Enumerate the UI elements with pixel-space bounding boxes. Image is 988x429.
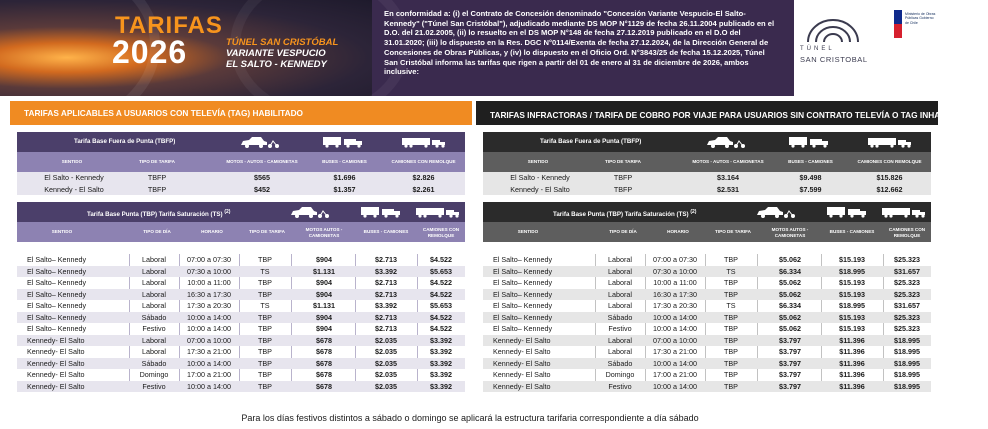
table-cell: Laboral bbox=[142, 255, 166, 264]
table-cell: 17:30 a 21:00 bbox=[187, 347, 231, 356]
table-cell: Kennedy- El Salto bbox=[493, 335, 551, 345]
table-cell: Laboral bbox=[142, 335, 166, 345]
table-cell: $904 bbox=[316, 312, 332, 322]
table-cell: TS bbox=[260, 266, 270, 276]
bus-truck-icon bbox=[826, 205, 868, 219]
table-cell: $3.392 bbox=[375, 301, 397, 310]
table-row: El Salto - Kennedy TBFP $3.164 $9.498 $15.826 bbox=[483, 172, 931, 184]
table-cell: $5.653 bbox=[430, 301, 452, 310]
col-buses: BUSES - CAMIONES bbox=[363, 229, 409, 234]
table-cell: El Salto– Kennedy bbox=[493, 312, 553, 322]
table-cell: $4.522 bbox=[430, 324, 452, 333]
table-cell: TBP bbox=[724, 324, 738, 333]
table-cell: $2.713 bbox=[375, 289, 397, 299]
table-cell: TBP bbox=[258, 381, 272, 391]
table-cell: $678 bbox=[316, 381, 332, 391]
table-cell: Kennedy- El Salto bbox=[27, 335, 85, 345]
table-cell: 10:00 a 11:00 bbox=[187, 278, 231, 287]
table-cell: El Salto– Kennedy bbox=[27, 278, 87, 287]
table-cell: $904 bbox=[316, 255, 332, 264]
table-cell: $3.392 bbox=[430, 381, 452, 391]
table-cell: $6.334 bbox=[779, 301, 801, 310]
peak-title: Tarifa Base Punta (TBP) Tarifa Saturación (TS) bbox=[87, 211, 223, 219]
table-cell: $15.193 bbox=[839, 289, 865, 299]
table-cell: $3.797 bbox=[779, 347, 801, 356]
logo-area bbox=[794, 0, 940, 96]
table-cell: Kennedy- El Salto bbox=[27, 358, 85, 368]
table-cell: $2.035 bbox=[375, 381, 397, 391]
peak-table bbox=[483, 254, 931, 392]
table-cell: $3.392 bbox=[430, 335, 452, 345]
subtitle-line-1: TÚNEL SAN CRISTÓBAL bbox=[226, 37, 339, 48]
col-sentido: SENTIDO bbox=[51, 229, 73, 234]
offpeak-header-row bbox=[483, 152, 931, 172]
table-cell: 10:00 a 14:00 bbox=[187, 324, 231, 333]
table-row: El Salto - Kennedy TBFP $565 $1.696 $2.826 bbox=[17, 172, 465, 184]
table-cell: $904 bbox=[316, 289, 332, 299]
col-horario: HORARIO bbox=[201, 229, 223, 234]
table-cell: TBP bbox=[724, 370, 738, 379]
offpeak-title-bar bbox=[17, 132, 465, 152]
table-cell: TBP bbox=[258, 312, 272, 322]
table-cell: TBP bbox=[258, 370, 272, 379]
table-cell: Laboral bbox=[608, 266, 632, 276]
table-row bbox=[483, 369, 931, 381]
table-cell: 07:00 a 07:30 bbox=[187, 255, 231, 264]
col-sentido: SENTIDO bbox=[527, 159, 549, 164]
col-tipo-tarifa: TIPO DE TARIFA bbox=[249, 229, 285, 234]
table-cell: Laboral bbox=[142, 347, 166, 356]
table-cell: $25.323 bbox=[894, 324, 920, 333]
col-remolque: CAMIONES CON REMOLQUE bbox=[888, 227, 926, 238]
table-cell: $15.193 bbox=[839, 278, 865, 287]
peak-title-bar bbox=[483, 202, 931, 222]
table-cell: 10:00 a 14:00 bbox=[187, 312, 231, 322]
table-row bbox=[17, 346, 465, 358]
table-row bbox=[483, 266, 931, 278]
table-cell: $11.396 bbox=[839, 370, 865, 379]
table-row bbox=[17, 289, 465, 301]
table-row bbox=[483, 254, 931, 266]
table-row: Kennedy - El Salto TBFP $452 $1.357 $2.261 bbox=[17, 184, 465, 196]
col-motos: MOTOS - AUTOS - CAMIONETAS bbox=[692, 159, 764, 164]
table-cell: 07:00 a 10:00 bbox=[653, 335, 697, 345]
table-cell: El Salto– Kennedy bbox=[27, 301, 87, 310]
table-cell: Laboral bbox=[608, 347, 632, 356]
trailer-truck-icon bbox=[881, 205, 927, 219]
table-cell: 07:00 a 07:30 bbox=[653, 255, 697, 264]
table-cell: Sábado bbox=[607, 358, 633, 368]
table-cell: Kennedy- El Salto bbox=[27, 347, 85, 356]
table-cell: El Salto– Kennedy bbox=[493, 301, 553, 310]
table-cell: Laboral bbox=[608, 301, 632, 310]
table-row bbox=[17, 369, 465, 381]
bus-truck-icon bbox=[788, 135, 830, 149]
table-cell: $18.995 bbox=[894, 381, 920, 391]
table-row bbox=[483, 277, 931, 289]
table-cell: $11.396 bbox=[839, 347, 865, 356]
table-cell: TBP bbox=[724, 255, 738, 264]
table-row bbox=[483, 346, 931, 358]
col-sentido: SENTIDO bbox=[517, 229, 539, 234]
table-cell: $2.035 bbox=[375, 347, 397, 356]
table-cell: $3.797 bbox=[779, 381, 801, 391]
table-cell: Laboral bbox=[142, 266, 166, 276]
table-cell: 07:30 a 10:00 bbox=[187, 266, 231, 276]
table-cell: Laboral bbox=[608, 289, 632, 299]
table-cell: Kennedy- El Salto bbox=[493, 358, 551, 368]
car-motorbike-icon bbox=[705, 135, 745, 149]
table-cell: $1.131 bbox=[313, 266, 335, 276]
car-motorbike-icon bbox=[289, 205, 329, 219]
col-buses: BUSES - CAMIONES bbox=[322, 159, 367, 164]
table-cell: TBP bbox=[258, 289, 272, 299]
table-cell: El Salto– Kennedy bbox=[27, 289, 87, 299]
col-buses: BUSES - CAMIONES bbox=[829, 229, 875, 234]
col-tipo-tarifa: TIPO DE TARIFA bbox=[715, 229, 751, 234]
table-row bbox=[17, 381, 465, 393]
table-cell: $31.657 bbox=[894, 266, 920, 276]
table-cell: Kennedy- El Salto bbox=[27, 370, 85, 379]
car-motorbike-icon bbox=[239, 135, 279, 149]
table-cell: $2.713 bbox=[375, 312, 397, 322]
table-cell: El Salto– Kennedy bbox=[493, 255, 553, 264]
table-cell: $15.193 bbox=[839, 312, 865, 322]
table-cell: El Salto– Kennedy bbox=[493, 324, 553, 333]
table-cell: Domingo bbox=[139, 370, 169, 379]
table-cell: 10:00 a 14:00 bbox=[187, 358, 231, 368]
table-row bbox=[483, 358, 931, 370]
table-cell: 17:00 a 21:00 bbox=[187, 370, 231, 379]
trailer-truck-icon bbox=[415, 205, 461, 219]
table-cell: 10:00 a 14:00 bbox=[653, 381, 697, 391]
table-cell: $4.522 bbox=[430, 312, 452, 322]
table-row bbox=[17, 254, 465, 266]
table-cell: $25.323 bbox=[894, 278, 920, 287]
table-cell: 10:00 a 14:00 bbox=[187, 381, 231, 391]
col-tipo-tarifa: TIPO DE TARIFA bbox=[605, 159, 641, 164]
table-cell: $3.392 bbox=[430, 370, 452, 379]
table-cell: $904 bbox=[316, 324, 332, 333]
table-cell: El Salto– Kennedy bbox=[493, 289, 553, 299]
table-cell: 10:00 a 14:00 bbox=[653, 358, 697, 368]
table-cell: $4.522 bbox=[430, 255, 452, 264]
peak-header-row bbox=[483, 222, 931, 242]
table-cell: 07:30 a 10:00 bbox=[653, 266, 697, 276]
peak-title-note: (2) bbox=[224, 209, 231, 215]
title-year: 2026 bbox=[112, 34, 188, 70]
table-cell: $25.323 bbox=[894, 255, 920, 264]
table-cell: Laboral bbox=[608, 255, 632, 264]
offpeak-title: Tarifa Base Fuera de Punta (TBFP) bbox=[540, 138, 642, 145]
col-remolque: CAMIONES CON REMOLQUE bbox=[391, 159, 456, 164]
table-cell: $11.396 bbox=[839, 358, 865, 368]
table-cell: $5.062 bbox=[779, 312, 801, 322]
table-cell: TS bbox=[260, 301, 270, 310]
table-cell: TBP bbox=[724, 312, 738, 322]
footnote: Para los días festivos distintos a sábado o domingo se aplicará la estructura tarifaria correspondiente a día sábado bbox=[241, 413, 699, 423]
col-remolque: CAMIONES CON REMOLQUE bbox=[857, 159, 922, 164]
table-cell: $3.797 bbox=[779, 358, 801, 368]
table-cell: $5.062 bbox=[779, 255, 801, 264]
table-cell: $6.334 bbox=[779, 266, 801, 276]
table-cell: TBP bbox=[258, 255, 272, 264]
col-motos: MOTOS AUTOS - CAMIONETAS bbox=[771, 227, 809, 238]
table-cell: $18.995 bbox=[894, 370, 920, 379]
table-cell: 17:30 a 20:30 bbox=[187, 301, 231, 310]
table-cell: TBP bbox=[258, 278, 272, 287]
table-cell: $904 bbox=[316, 278, 332, 287]
table-cell: 17:30 a 21:00 bbox=[653, 347, 697, 356]
table-cell: Domingo bbox=[605, 370, 635, 379]
legal-notice: En conformidad a: (i) el Contrato de Concesión denominado "Concesión Variante Vespucio-El Salto-Kennedy" ("Túnel San Cristóbal"), adjudicado mediante DS MOP N°1129 de fecha 26.11.2004 publicado en el D.O. del 21.02.2005, (ii) lo resuelto en el DS MOP N°148 de fecha 27.12.2019 publicado en el D.O del 31.01.2020; (iii) lo dispuesto en la Res. DGC N°0114/Exenta de fecha 27.12.2024, de la Dirección General de Concesiones de Obras Públicas, y (iv) lo dispuesto en el Oficio Ord. N°3843/25 de fecha 15.12.2025, Túnel San Cristóbal informa las tarifas que rigen a partir del 01 de enero al 31 de diciembre de 2026, ambos inclusive: bbox=[384, 9, 775, 77]
table-cell: $25.323 bbox=[894, 289, 920, 299]
offpeak-table bbox=[17, 172, 465, 195]
col-remolque: CAMIONES CON REMOLQUE bbox=[422, 227, 460, 238]
table-cell: $2.713 bbox=[375, 278, 397, 287]
table-row bbox=[483, 335, 931, 347]
table-cell: TBP bbox=[724, 289, 738, 299]
gov-chile-flag-icon bbox=[894, 10, 902, 38]
table-cell: TBP bbox=[724, 335, 738, 345]
table-cell: $15.193 bbox=[839, 255, 865, 264]
table-cell: Laboral bbox=[608, 278, 632, 287]
trailer-truck-icon bbox=[867, 135, 913, 149]
logo-word-tunel: TÚNEL bbox=[800, 46, 835, 52]
col-tipo-tarifa: TIPO DE TARIFA bbox=[139, 159, 175, 164]
car-motorbike-icon bbox=[755, 205, 795, 219]
table-cell: Laboral bbox=[608, 335, 632, 345]
table-cell: TBP bbox=[724, 381, 738, 391]
table-cell: El Salto– Kennedy bbox=[27, 266, 87, 276]
table-cell: El Salto– Kennedy bbox=[27, 312, 87, 322]
table-cell: El Salto– Kennedy bbox=[493, 278, 553, 287]
table-row bbox=[483, 300, 931, 312]
logo-word-san-cristobal: SAN CRISTOBAL bbox=[800, 55, 868, 64]
table-cell: Sábado bbox=[141, 312, 167, 322]
table-cell: TBP bbox=[258, 358, 272, 368]
table-cell: $2.035 bbox=[375, 370, 397, 379]
table-cell: $18.995 bbox=[894, 358, 920, 368]
table-cell: TBP bbox=[258, 324, 272, 333]
table-cell: $2.035 bbox=[375, 335, 397, 345]
table-cell: El Salto– Kennedy bbox=[493, 266, 553, 276]
table-row bbox=[483, 289, 931, 301]
table-cell: $678 bbox=[316, 370, 332, 379]
header-banner bbox=[0, 0, 940, 96]
bus-truck-icon bbox=[360, 205, 402, 219]
table-cell: $18.995 bbox=[894, 347, 920, 356]
table-cell: $31.657 bbox=[894, 301, 920, 310]
table-cell: TBP bbox=[258, 335, 272, 345]
panel-title: TARIFAS APLICABLES A USUARIOS CON TELEVÍA (TAG) HABILITADO bbox=[10, 101, 472, 125]
peak-title-bar bbox=[17, 202, 465, 222]
table-row: Kennedy - El Salto TBFP $2.531 $7.599 $12.662 bbox=[483, 184, 931, 196]
col-sentido: SENTIDO bbox=[61, 159, 83, 164]
panel-title: TARIFAS INFRACTORAS / TARIFA DE COBRO POR VIAJE PARA USUARIOS SIN CONTRATO TELEVÍA O TAG INHABILITADO $^{(1)}$ bbox=[476, 101, 938, 125]
table-cell: Laboral bbox=[142, 278, 166, 287]
offpeak-header-row bbox=[17, 152, 465, 172]
table-cell: $678 bbox=[316, 335, 332, 345]
table-cell: $5.062 bbox=[779, 289, 801, 299]
col-buses: BUSES - CAMIONES bbox=[788, 159, 833, 164]
table-cell: $18.995 bbox=[894, 335, 920, 345]
table-row bbox=[17, 312, 465, 324]
offpeak-title: Tarifa Base Fuera de Punta (TBFP) bbox=[74, 138, 176, 145]
table-cell: $25.323 bbox=[894, 312, 920, 322]
table-cell: Festivo bbox=[142, 324, 166, 333]
table-row bbox=[17, 358, 465, 370]
col-motos: MOTOS AUTOS - CAMIONETAS bbox=[305, 227, 343, 238]
tunel-logo-icon bbox=[804, 18, 862, 44]
table-cell: $11.396 bbox=[839, 381, 865, 391]
table-cell: Laboral bbox=[142, 289, 166, 299]
table-cell: 17:00 a 21:00 bbox=[653, 370, 697, 379]
table-row bbox=[17, 335, 465, 347]
gov-logo-text: Ministerio de Obras Públicas Gobierno de Chile bbox=[905, 12, 936, 25]
table-cell: TBP bbox=[724, 347, 738, 356]
table-cell: Kennedy- El Salto bbox=[493, 370, 551, 379]
peak-header-row bbox=[17, 222, 465, 242]
table-cell: $1.131 bbox=[313, 301, 335, 310]
table-row bbox=[17, 277, 465, 289]
table-cell: $3.392 bbox=[375, 266, 397, 276]
table-cell: $2.713 bbox=[375, 255, 397, 264]
title-tarifas: TARIFAS bbox=[115, 12, 223, 39]
col-horario: HORARIO bbox=[667, 229, 689, 234]
table-cell: TS bbox=[726, 266, 736, 276]
table-cell: $18.995 bbox=[839, 301, 865, 310]
offpeak-table bbox=[483, 172, 931, 195]
table-row bbox=[17, 323, 465, 335]
bus-truck-icon bbox=[322, 135, 364, 149]
table-cell: $678 bbox=[316, 347, 332, 356]
subtitle-line-2: VARIANTE VESPUCIO bbox=[226, 48, 326, 59]
table-cell: Kennedy- El Salto bbox=[493, 381, 551, 391]
table-cell: $4.522 bbox=[430, 278, 452, 287]
table-row bbox=[17, 300, 465, 312]
peak-title: Tarifa Base Punta (TBP) Tarifa Saturación (TS) bbox=[553, 211, 689, 219]
table-row bbox=[483, 323, 931, 335]
table-cell: $11.396 bbox=[839, 335, 865, 345]
table-cell: 17:30 a 20:30 bbox=[653, 301, 697, 310]
table-cell: Kennedy- El Salto bbox=[493, 347, 551, 356]
table-cell: 16:30 a 17:30 bbox=[653, 289, 697, 299]
table-cell: TBP bbox=[724, 278, 738, 287]
table-cell: 07:00 a 10:00 bbox=[187, 335, 231, 345]
table-cell: $5.062 bbox=[779, 278, 801, 287]
table-cell: $3.797 bbox=[779, 370, 801, 379]
panel-tag-habilitado bbox=[10, 101, 472, 410]
table-cell: $3.392 bbox=[430, 358, 452, 368]
table-cell: El Salto– Kennedy bbox=[27, 255, 87, 264]
table-cell: $2.035 bbox=[375, 358, 397, 368]
table-cell: $5.653 bbox=[430, 266, 452, 276]
table-cell: Kennedy- El Salto bbox=[27, 381, 85, 391]
panel-sin-tag bbox=[476, 101, 988, 410]
col-tipo-dia: TIPO DE DÍA bbox=[609, 229, 637, 234]
table-cell: El Salto– Kennedy bbox=[27, 324, 87, 333]
col-motos: MOTOS - AUTOS - CAMIONETAS bbox=[226, 159, 298, 164]
peak-title-note: (2) bbox=[690, 209, 697, 215]
table-row bbox=[17, 266, 465, 278]
table-row bbox=[483, 381, 931, 393]
offpeak-title-bar bbox=[483, 132, 931, 152]
table-cell: $3.797 bbox=[779, 335, 801, 345]
table-cell: $2.713 bbox=[375, 324, 397, 333]
peak-table bbox=[17, 254, 465, 392]
table-cell: TBP bbox=[258, 347, 272, 356]
table-cell: 10:00 a 14:00 bbox=[653, 324, 697, 333]
table-cell: $4.522 bbox=[430, 289, 452, 299]
subtitle-line-3: EL SALTO - KENNEDY bbox=[226, 59, 327, 70]
tunnel-photo bbox=[0, 0, 372, 96]
panel-title-note: (1) bbox=[981, 110, 988, 116]
table-cell: Laboral bbox=[142, 301, 166, 310]
table-cell: Festivo bbox=[608, 381, 632, 391]
table-cell: 10:00 a 11:00 bbox=[653, 278, 697, 287]
table-cell: Festivo bbox=[608, 324, 632, 333]
table-cell: $3.392 bbox=[430, 347, 452, 356]
trailer-truck-icon bbox=[401, 135, 447, 149]
table-cell: TBP bbox=[724, 358, 738, 368]
table-cell: $5.062 bbox=[779, 324, 801, 333]
table-cell: 16:30 a 17:30 bbox=[187, 289, 231, 299]
table-cell: $678 bbox=[316, 358, 332, 368]
table-cell: Sábado bbox=[141, 358, 167, 368]
table-cell: Festivo bbox=[142, 381, 166, 391]
table-cell: $18.995 bbox=[839, 266, 865, 276]
table-cell: 10:00 a 14:00 bbox=[653, 312, 697, 322]
table-row bbox=[483, 312, 931, 324]
table-cell: Sábado bbox=[607, 312, 633, 322]
table-cell: TS bbox=[726, 301, 736, 310]
col-tipo-dia: TIPO DE DÍA bbox=[143, 229, 171, 234]
table-cell: $15.193 bbox=[839, 324, 865, 333]
